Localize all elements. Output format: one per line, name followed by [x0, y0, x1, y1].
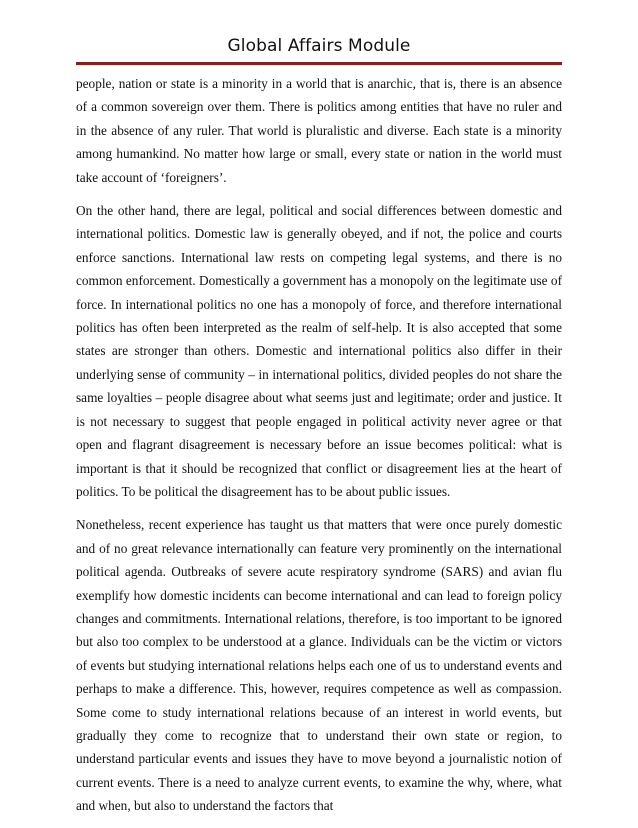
header-rule — [76, 62, 562, 65]
document-body — [76, 72, 562, 828]
paragraph-1: people, nation or state is a minority in a world that is anarchic, that is, there is an absence of a common sovereign over them. There is politics among entities that have no ruler and in the absence of any ruler. That world is pluralistic and diverse. Each state is a minority among humankind. No matter how large or small, every state or nation in the world must take account of ‘foreigners’. — [76, 76, 562, 185]
paragraph-3: Nonetheless, recent experience has taught us that matters that were once purely domestic and of no great relevance internationally can feature very prominently on the international political agenda. Outbreaks of severe acute respiratory syndrome (SARS) and avian flu exemplify how domestic incidents can become international and can lead to foreign policy changes and commitments. International relations, therefore, is too important to be ignored but also too complex to be understood at a glance. Individuals can be the victim or victors of events but studying international relations helps each one of us to understand events and perhaps to make a difference. This, however, requires competence as well as compassion. Some come to study international relations because of an interest in world events, but gradually they come to recognize that to understand their own state or region, to understand particular events and issues they have to move beyond a journalistic notion of current events. There is a need to analyze current events, to examine the why, where, what and when, but also to understand the factors that — [76, 517, 562, 814]
page-header-title: Global Affairs Module — [227, 36, 411, 56]
paragraph-2: On the other hand, there are legal, political and social differences between domestic and international politics. Domestic law is generally obeyed, and if not, the police and courts enforce sanctions. International law rests on competing legal systems, and there is no common enforcement. Domestically a government has a monopoly on the legitimate use of force. In international politics no one has a monopoly of force, and therefore international politics has often been interpreted as the realm of self-help. It is also accepted that some states are stronger than others. Domestic and international politics also differ in their underlying sense of community – in international politics, divided peoples do not share the same loyalties – people disagree about what seems just and legitimate; order and justice. It is not necessary to suggest that people engaged in political activity never agree or that open and flagrant disagreement is necessary before an issue becomes political: what is important is that it should be recognized that conflict or disagreement lies at the heart of politics. To be political the disagreement has to be about public issues. — [76, 203, 562, 499]
